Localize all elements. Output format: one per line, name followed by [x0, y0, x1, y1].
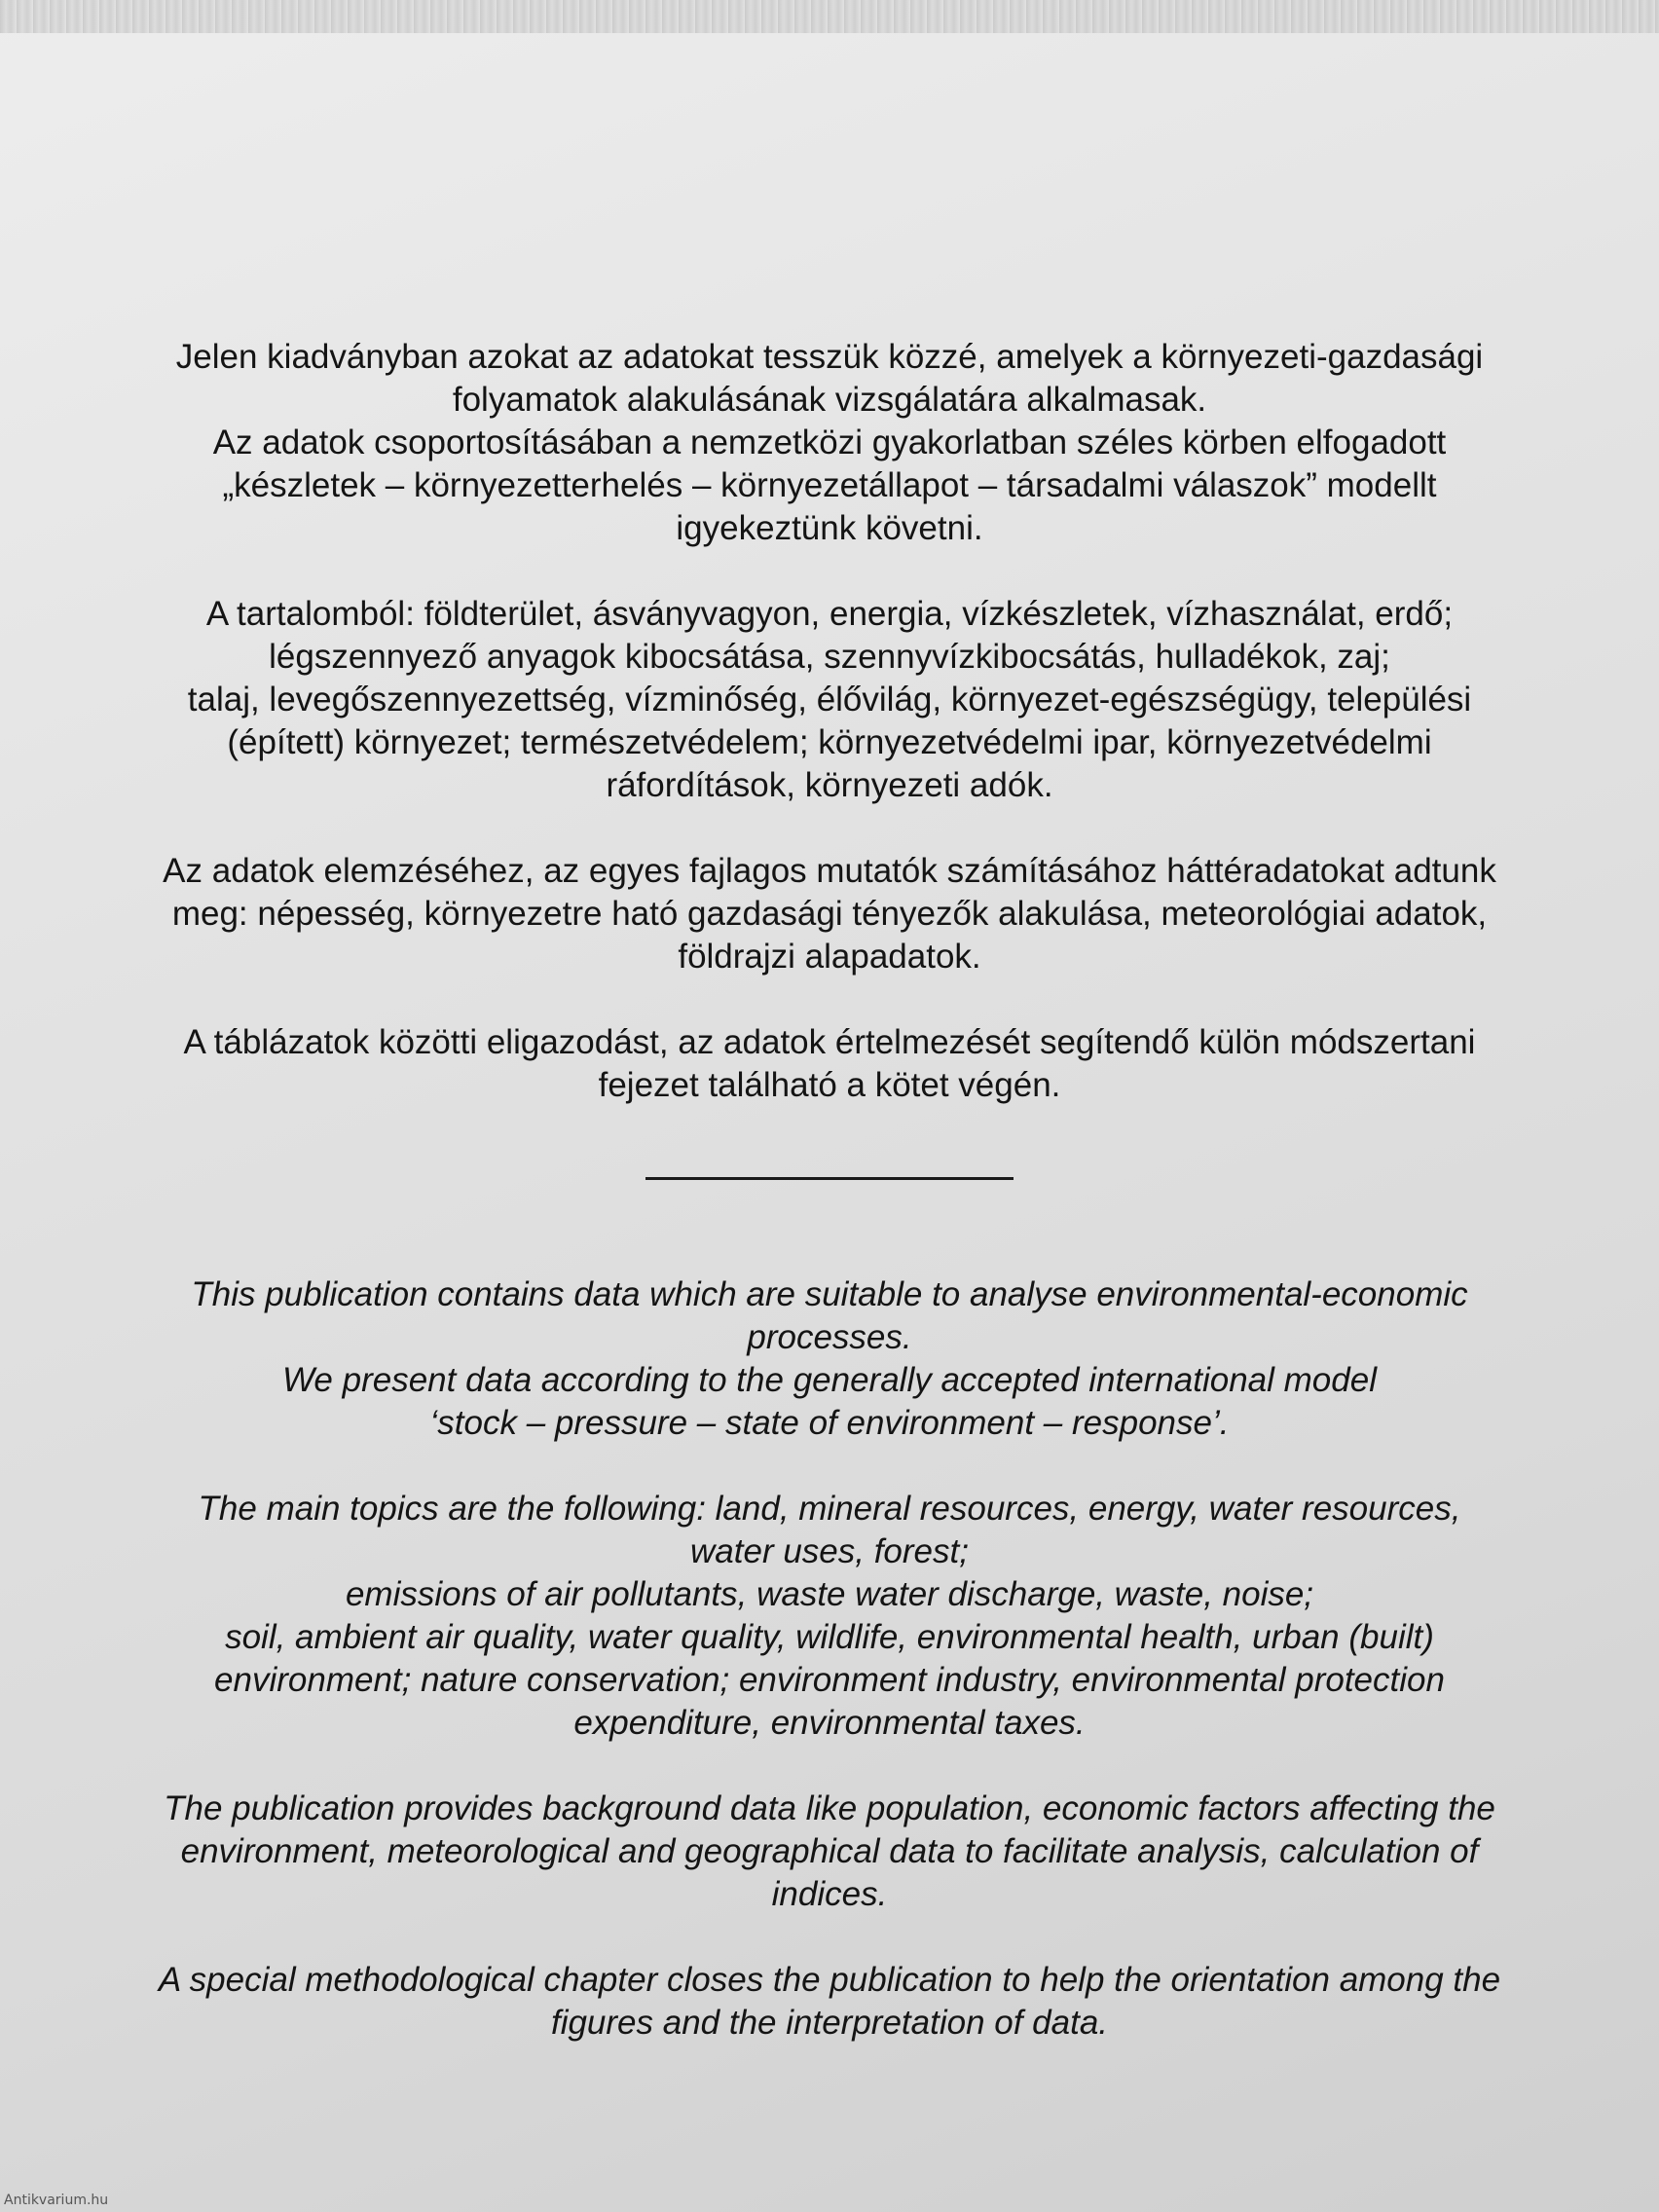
hungarian-section [68, 336, 1591, 1107]
text-line: expenditure, environmental taxes. [573, 1704, 1086, 1742]
text-line: The main topics are the following: land, mineral resources, energy, water resources, [198, 1490, 1461, 1528]
text-line: igyekeztünk követni. [676, 509, 983, 547]
en-paragraph-methodology [68, 1959, 1591, 2045]
text-line: A táblázatok közötti eligazodást, az adatok értelmezését segítendő külön módszertani [183, 1023, 1476, 1061]
text-line: emissions of air pollutants, waste water discharge, waste, noise; [345, 1575, 1314, 1613]
text-line: We present data according to the generally accepted international model [282, 1361, 1377, 1399]
text-line: földrajzi alapadatok. [678, 938, 981, 976]
text-line: environment, meteorological and geographical data to facilitate analysis, calculation of [180, 1832, 1479, 1870]
text-line: Jelen kiadványban azokat az adatokat tesszük közzé, amelyek a környezeti-gazdasági [175, 338, 1484, 376]
text-line: ‘stock – pressure – state of environment – response’. [429, 1404, 1230, 1442]
text-line: talaj, levegőszennyezettség, vízminőség, élővilág, környezet-egészségügy, települési [187, 681, 1472, 719]
text-line: processes. [747, 1318, 912, 1356]
text-line: ráfordítások, környezeti adók. [606, 766, 1053, 804]
text-line: indices. [771, 1875, 888, 1913]
hu-paragraph-methodology [68, 1021, 1591, 1107]
text-line: „készletek – környezetterhelés – környezetállapot – társadalmi válaszok” modellt [222, 466, 1437, 504]
en-paragraph-topics [68, 1488, 1591, 1745]
text-line: Az adatok elemzéséhez, az egyes fajlagos mutatók számításához háttéradatokat adtunk [163, 852, 1496, 890]
watermark: Antikvarium.hu [4, 2193, 109, 2208]
text-line: légszennyező anyagok kibocsátása, szennyvízkibocsátás, hulladékok, zaj; [269, 638, 1390, 676]
text-line: This publication contains data which are suitable to analyse environmental-economic [191, 1275, 1468, 1313]
en-paragraph-intro [68, 1273, 1591, 1445]
english-section [68, 1273, 1591, 2045]
page-top-edge [0, 0, 1659, 33]
text-line: A tartalomból: földterület, ásványvagyon, energia, vízkészletek, vízhasználat, erdő; [205, 595, 1454, 633]
en-paragraph-background [68, 1788, 1591, 1916]
text-line: water uses, forest; [690, 1532, 969, 1570]
text-line: meg: népesség, környezetre ható gazdasági tényezők alakulása, meteorológiai adatok, [171, 895, 1488, 933]
page-content [68, 336, 1591, 2045]
text-line: The publication provides background data like population, economic factors affecting the [164, 1789, 1495, 1827]
text-line: folyamatok alakulásának vizsgálatára alkalmasak. [452, 381, 1207, 419]
text-line: A special methodological chapter closes the publication to help the orientation among the [158, 1961, 1501, 1999]
section-divider [645, 1177, 1014, 1180]
text-line: fejezet található a kötet végén. [598, 1066, 1061, 1104]
text-line: environment; nature conservation; environment industry, environmental protection [214, 1661, 1445, 1699]
text-line: figures and the interpretation of data. [550, 2004, 1109, 2042]
text-line: Az adatok csoportosításában a nemzetközi gyakorlatban széles körben elfogadott [212, 424, 1447, 461]
text-line: soil, ambient air quality, water quality, wildlife, environmental health, urban (built) [225, 1618, 1434, 1656]
hu-paragraph-intro [68, 336, 1591, 550]
hu-paragraph-contents [68, 593, 1591, 807]
text-line: (épített) környezet; természetvédelem; környezetvédelmi ipar, környezetvédelmi [227, 723, 1432, 761]
hu-paragraph-background [68, 850, 1591, 978]
